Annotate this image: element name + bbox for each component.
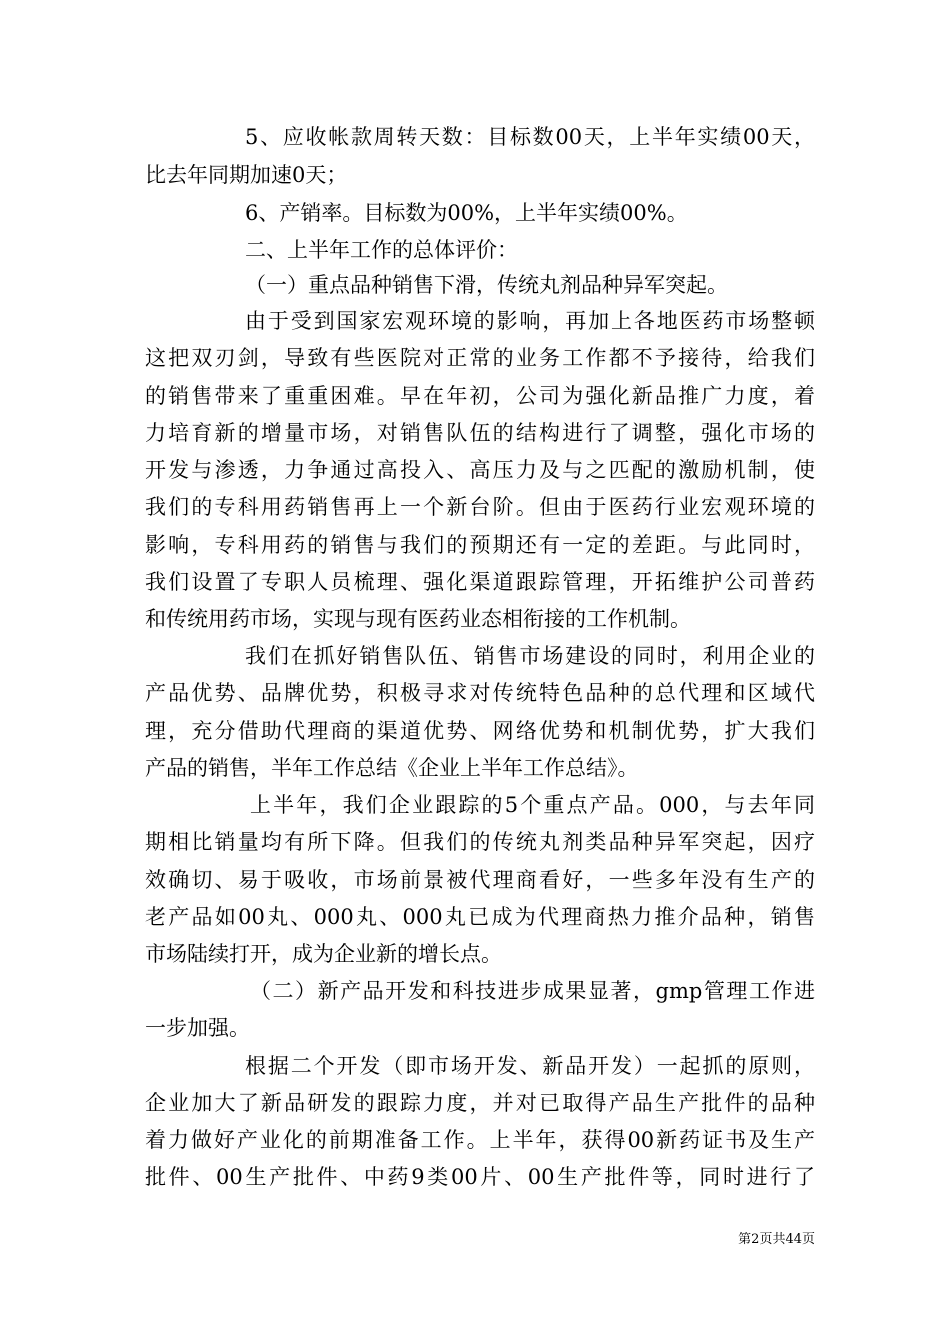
text-line: 根据二个开发（即市场开发、新品开发）一起抓的原则，: [245, 1054, 815, 1078]
text-line: 市场陆续打开，成为企业新的增长点。: [145, 942, 502, 966]
text-line: 由于受到国家宏观环境的影响，再加上各地医药市场整顿: [245, 309, 815, 333]
text-line: 产品优势、品牌优势，积极寻求对传统特色品种的总代理和区域代: [145, 681, 815, 705]
text-line: 开发与渗透，力争通过高投入、高压力及与之匹配的激励机制，使: [145, 458, 815, 482]
text-line: 6、产销率。目标数为00%，上半年实绩00%。: [245, 201, 688, 225]
text-line: 产品的销售，半年工作总结《企业上半年工作总结》。: [145, 756, 639, 780]
text-line: 上半年，我们企业跟踪的5个重点产品。000，与去年同: [250, 793, 815, 817]
text-line: 企业加大了新品研发的跟踪力度，并对已取得产品生产批件的品种: [145, 1091, 815, 1115]
text-line: 效确切、易于吸收，市场前景被代理商看好，一些多年没有生产的: [145, 868, 815, 892]
text-line: 影响，专科用药的销售与我们的预期还有一定的差距。与此同时，: [145, 533, 815, 557]
text-line: 和传统用药市场，实现与现有医药业态相衔接的工作机制。: [145, 607, 691, 631]
text-line: 理，充分借助代理商的渠道优势、网络优势和机制优势，扩大我们: [145, 719, 815, 743]
text-line: 这把双刃剑，导致有些医院对正常的业务工作都不予接待，给我们: [145, 346, 815, 370]
page-number: 第2页共44页: [738, 1232, 815, 1247]
text-line: 我们的专科用药销售再上一个新台阶。但由于医药行业宏观环境的: [145, 495, 815, 519]
subsection-heading: （一）重点品种销售下滑，传统丸剂品种异军突起。: [245, 273, 728, 297]
text-line: 5、应收帐款周转天数：目标数00天，上半年实绩00天，: [245, 125, 815, 149]
text-line: 期相比销量均有所下降。但我们的传统丸剂类品种异军突起，因疗: [145, 830, 815, 854]
subsection-heading: （二）新产品开发和科技进步成果显著，gmp管理工作进: [250, 979, 815, 1003]
text-line: 比去年同期加速0天；: [145, 163, 348, 187]
text-line: 的销售带来了重重困难。早在年初，公司为强化新品推广力度，着: [145, 384, 815, 408]
section-heading: 二、上半年工作的总体评价：: [245, 238, 518, 262]
text-line: 力培育新的增量市场，对销售队伍的结构进行了调整，强化市场的: [145, 421, 815, 445]
text-line: 着力做好产业化的前期准备工作。上半年，获得00新药证书及生产: [145, 1128, 815, 1152]
text-line: 我们在抓好销售队伍、销售市场建设的同时，利用企业的: [245, 644, 815, 668]
text-line: 老产品如00丸、000丸、000丸已成为代理商热力推介品种，销售: [145, 905, 815, 929]
text-line: 我们设置了专职人员梳理、强化渠道跟踪管理，开拓维护公司普药: [145, 570, 815, 594]
text-line: 批件、00生产批件、中药9类00片、00生产批件等，同时进行了: [145, 1165, 815, 1189]
subsection-heading: 一步加强。: [145, 1016, 250, 1040]
